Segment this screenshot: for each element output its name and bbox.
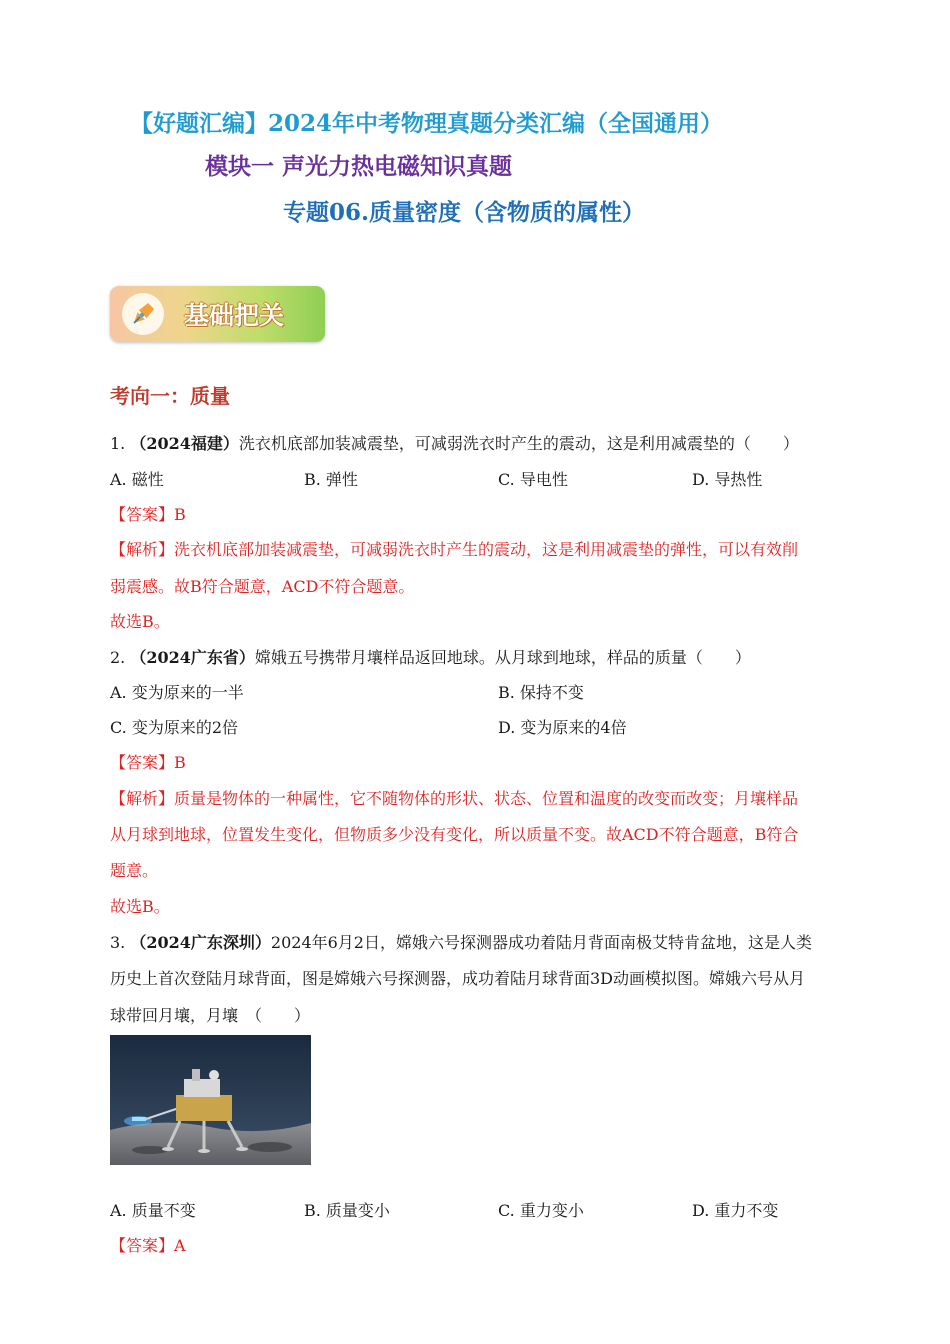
q3-option-d: D. 重力不变: [692, 1201, 779, 1220]
q3-answer: 【答案】A: [110, 1236, 186, 1255]
q1-conclusion: 故选B。: [110, 612, 170, 631]
q1-analysis-line-1: 【解析】洗衣机底部加装减震垫，可减弱洗衣时产生的震动，这是利用减震垫的弹性，可以有效削: [110, 540, 799, 559]
q2-option-b: B. 保持不变: [498, 683, 584, 702]
topic-title: 专题06.质量密度（含物质的属性）: [283, 199, 646, 226]
q1-option-b: B. 弹性: [304, 470, 358, 489]
section-badge: [110, 286, 325, 342]
q3-option-b: B. 质量变小: [304, 1201, 390, 1220]
pen-nib-icon: [122, 293, 164, 335]
q2-option-a: A. 变为原来的一半: [110, 683, 244, 702]
q3-option-c: C. 重力变小: [498, 1201, 584, 1220]
badge-label: 基础把关: [184, 301, 285, 330]
q1-option-c: C. 导电性: [498, 470, 568, 489]
q2-option-d: D. 变为原来的4倍: [498, 718, 627, 737]
question-2-stem: 2. （2024广东省）嫦娥五号携带月壤样品返回地球。从月球到地球，样品的质量（ ）: [110, 648, 751, 667]
q1-option-d: D. 导热性: [692, 470, 763, 489]
q1-option-a: A. 磁性: [110, 470, 164, 489]
lander-image: [110, 1035, 311, 1165]
q2-analysis-line-3: 题意。: [110, 861, 159, 880]
q1-analysis-line-2: 弱震感。故B符合题意，ACD不符合题意。: [110, 577, 415, 596]
question-1-stem: 1. （2024福建）洗衣机底部加装减震垫，可减弱洗衣时产生的震动，这是利用减震垫的（ ）: [110, 434, 799, 453]
q1-answer: 【答案】B: [110, 505, 186, 524]
q2-analysis-line-1: 【解析】质量是物体的一种属性，它不随物体的形状、状态、位置和温度的改变而改变；月壤样品: [110, 789, 799, 808]
q2-analysis-line-2: 从月球到地球，位置发生变化，但物质多少没有变化，所以质量不变。故ACD不符合题意，B符合: [110, 825, 799, 844]
module-title: 模块一 声光力热电磁知识真题: [205, 153, 513, 180]
q2-option-c: C. 变为原来的2倍: [110, 718, 239, 737]
question-3-stem-line-3: 球带回月壤，月壤 （ ）: [110, 1006, 311, 1025]
document-title: 【好题汇编】2024年中考物理真题分类汇编（全国通用）: [130, 110, 724, 137]
question-3-stem: 3. （2024广东深圳）2024年6月2日，嫦娥六号探测器成功着陆月背面南极艾特肯盆地，这是人类: [110, 933, 812, 952]
q2-answer: 【答案】B: [110, 753, 186, 772]
q2-conclusion: 故选B。: [110, 897, 170, 916]
question-3-stem-line-2: 历史上首次登陆月球背面，图是嫦娥六号探测器，成功着陆月球背面3D动画模拟图。嫦娥六号从月: [110, 969, 806, 988]
q3-option-a: A. 质量不变: [110, 1201, 196, 1220]
section-heading: 考向一：质量: [110, 384, 230, 408]
